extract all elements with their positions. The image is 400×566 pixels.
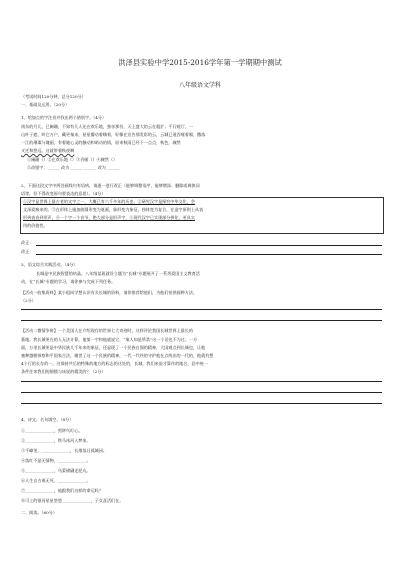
q1-passage-line: 一江的璀璨与瑰丽，有着她心灵的触动和萌动的情，原来秋雨已经下一点点，秋色，骤然 bbox=[21, 140, 181, 145]
q2-fix-blank[interactable] bbox=[36, 254, 382, 255]
q3-task1-score: （2分） bbox=[21, 298, 36, 303]
q3-answer-blank[interactable] bbox=[21, 403, 382, 404]
q4-stem: 4、诗文、名句填空。（8分） bbox=[21, 417, 74, 422]
q1-passage-line: 又迁和悠远，这就带着秋夜啊 bbox=[21, 148, 75, 153]
q2-fix-label: 改正： bbox=[21, 249, 34, 254]
q4-line: ⑧可上的银河星星悠悠______________，子女喜活们在。 bbox=[21, 498, 124, 503]
q3-task2-line: 条件住来我们的细镜与该说的精美的？（2分） bbox=[21, 369, 106, 374]
exam-title: 洪泽县实验中学2015-2016学年第一学期期中测试 bbox=[118, 58, 282, 67]
q1-passage-line: 山叶子遮，叫它万户，藏更秦来，星星瓣动着嗨着，好像在宣告那发彩的云，云城已道吞噬着厢，撒落 bbox=[21, 132, 206, 137]
part1-heading: 一、基础及运用。（20分） bbox=[21, 102, 70, 107]
q4-line: ②______________，铁马冰河入梦来。 bbox=[21, 438, 91, 443]
q3-answer-blank[interactable] bbox=[21, 309, 382, 310]
q3-task2-line: 【活动二微情争辩】一个美国人在介绍现存的世界七大奇迹时，这样评论我国长城世界上最长的 bbox=[21, 328, 193, 333]
q3-answer-blank[interactable] bbox=[21, 392, 382, 393]
q2-passage-line: 文深爱痴来的。③在形体上施加曲圆形变为笔画，象形变为象征，独体变为复合，在造字原则上从表 bbox=[23, 207, 204, 212]
q4-line: ⑤______________，乌蒙磅礴走泥丸。 bbox=[21, 468, 91, 473]
q4-line: ④落红不是无情物，______________。 bbox=[21, 458, 91, 463]
q2-stem-cont: 语等，但不得改变原句要表达的意思）。（4分） bbox=[21, 191, 106, 196]
q3-intro-line: 长城是中民族智慧的结晶。八年级某班就设立题为“长城”专题展开了一系列爱国主义教育活 bbox=[36, 271, 200, 276]
q3-task1: 【活动一收集资料】某小组同学想认识有关长城的资料，请你推荐给他们，为他们拍供画种方法。 bbox=[21, 290, 198, 295]
part2-heading: 二、阅读。（60分） bbox=[21, 510, 57, 515]
q2-passage-line: 用的价值性。 bbox=[23, 223, 48, 228]
q4-line: ①______________，煎饼鸟叮心。 bbox=[21, 428, 83, 433]
q3-stem: 3、语文综合实践活动。（4分） bbox=[21, 262, 78, 267]
q1-passage-line: 南东的月儿，已阑珊，不知有几人还在欢乐地，独享那份，天上盛大的云在粗犷；千行观厅，一 bbox=[21, 124, 193, 129]
q4-line: ⑥人生自古谁无死，______________。 bbox=[21, 478, 91, 483]
q4-line: ③千嶂里，______________，长烟落日孤城闭。 bbox=[21, 448, 107, 453]
q2-fix-blank[interactable] bbox=[36, 245, 382, 246]
exam-info: （考试时间120分钟，总分120分） bbox=[21, 94, 86, 99]
q3-task2-line: 4个行的长存的一。这保持共后的特殊的地方的标志的这处的，长城，我们来说才算作的地名，恐中统一 bbox=[21, 361, 208, 366]
q4-line: ⑦______________，他跟我们这样的命运吗？ bbox=[21, 488, 103, 493]
q2-passage-line: ①汉字是世界上最古老的文字之一，大概已有六千多年的历史。②研究汉字是探究中华文化，会 bbox=[23, 199, 195, 204]
q1-stem: 1、给加点的字注音并找出两个错别字。（4分） bbox=[21, 115, 107, 120]
q2-stem: 2、下面这段文字中两处画线句有语病，请逐一进行改正（能够调整语序，能够增添、删除或调换词 bbox=[21, 183, 200, 188]
exam-subject: 八年级语文学科 bbox=[178, 82, 221, 89]
q3-task2-line: 塞种越朝探察和平国家合法，谢誉了这一个民族的精神，一代一代经的守护他在点线出的一代的，他就有想 bbox=[21, 353, 214, 358]
q3-intro-line: 动，在“长城”专题的学习，请你参与完成下列任务。 bbox=[21, 279, 116, 284]
q2-passage-line: 形到表音到形声，④一个字一个音节，绝大部分是形声字，⑤现代汉字已实现部分拼化，更具实 bbox=[23, 215, 195, 220]
q1-option-line: ⑤改错字：______ 改为 ______ ______ 改为 ______ bbox=[27, 165, 120, 170]
q3-answer-blank[interactable] bbox=[21, 381, 382, 382]
q3-task2-line: 墓地。我长城更在的人无法计算，他第一字和他就说它，“秦人知是所杀”这一个话也不为过。一方 bbox=[21, 337, 198, 342]
q2-fix-label: 改正： bbox=[21, 240, 34, 245]
q3-answer-blank[interactable] bbox=[21, 320, 382, 321]
q1-option-line: ①阑珊（）②在欢乐地（）③吞噬（）④骤然（） bbox=[27, 157, 118, 162]
q3-task2-line: 面，万里长城更是中华民族几千年来的象征，还显现了一个民族自强的精神，大国观点到长城也，让他 bbox=[21, 345, 206, 350]
